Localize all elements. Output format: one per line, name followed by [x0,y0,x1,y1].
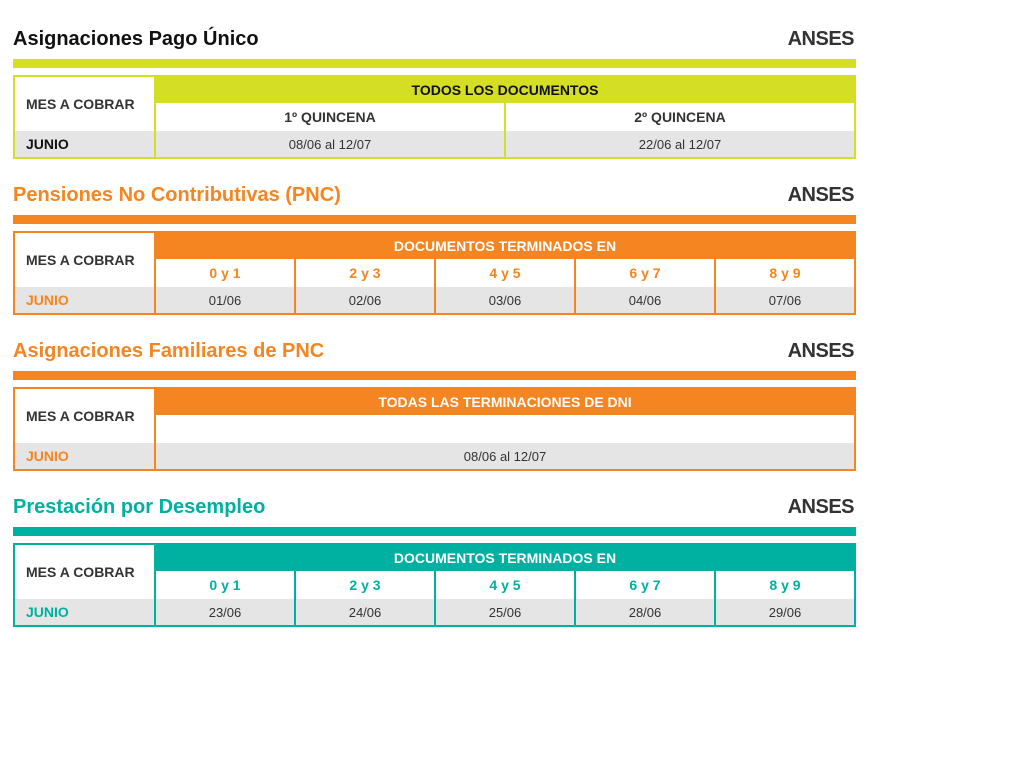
column-header: 2 y 3 [294,259,434,287]
value-row [156,131,854,157]
section-rule [13,371,856,380]
mes-a-cobrar-label: MES A COBRAR [15,233,154,287]
column-header: 4 y 5 [434,259,574,287]
section-rule [13,527,856,536]
mes-value: JUNIO [15,131,154,157]
anses-logo: ANSES [787,28,854,50]
column-header: 6 y 7 [574,571,714,599]
anses-logo: ANSES [787,496,854,518]
payment-table [13,543,856,627]
section-title: Asignaciones Familiares de PNC [13,340,325,362]
date-cell: 28/06 [574,599,714,625]
date-cell: 03/06 [434,287,574,313]
mes-a-cobrar-label: MES A COBRAR [15,545,154,599]
date-cell: 23/06 [208,604,242,620]
section-desempleo [13,495,856,627]
payment-table [13,231,856,315]
section-af-pnc [13,339,856,471]
section-header [13,183,856,215]
mes-a-cobrar-label: MES A COBRAR [15,389,154,443]
column-header: 8 y 9 [714,571,854,599]
date-cell: 08/06 al 12/07 [288,136,372,152]
column-header: 1º QUINCENA [284,109,376,125]
column-headers [156,103,854,131]
date-cell: 02/06 [294,287,434,313]
section-pago-unico [13,27,856,159]
column-headers [156,571,854,599]
section-title: Prestación por Desempleo [13,496,266,518]
section-rule [13,215,856,224]
section-title: Asignaciones Pago Único [13,28,259,50]
mes-value: JUNIO [15,287,154,313]
date-cell: 07/06 [714,287,854,313]
value-row [156,287,854,313]
table-header: DOCUMENTOS TERMINADOS EN [156,545,854,571]
payment-table [13,75,856,159]
date-cell: 04/06 [574,287,714,313]
column-header: 2º QUINCENA [504,103,854,131]
anses-logo: ANSES [787,340,854,362]
column-header [156,415,854,443]
column-header: 6 y 7 [574,259,714,287]
date-cell: 24/06 [294,599,434,625]
column-header: 2 y 3 [294,571,434,599]
section-rule [13,59,856,68]
date-cell: 29/06 [714,599,854,625]
value-row [156,443,854,469]
column-header: 4 y 5 [434,571,574,599]
column-header: 0 y 1 [209,577,241,593]
table-header: DOCUMENTOS TERMINADOS EN [156,233,854,259]
date-cell: 08/06 al 12/07 [463,448,547,464]
anses-logo: ANSES [787,184,854,206]
payment-table [13,387,856,471]
section-header [13,27,856,59]
date-cell: 22/06 al 12/07 [504,131,854,157]
column-headers [156,415,854,443]
section-header [13,339,856,371]
date-cell: 01/06 [208,292,242,308]
date-cell: 25/06 [434,599,574,625]
column-header: 0 y 1 [209,265,241,281]
mes-a-cobrar-label: MES A COBRAR [15,77,154,131]
section-title: Pensiones No Contributivas (PNC) [13,184,341,206]
mes-value: JUNIO [15,443,154,469]
mes-value: JUNIO [15,599,154,625]
table-header: TODAS LAS TERMINACIONES DE DNI [156,389,854,415]
section-pnc [13,183,856,315]
column-headers [156,259,854,287]
section-header [13,495,856,527]
value-row [156,599,854,625]
column-header: 8 y 9 [714,259,854,287]
table-header: TODOS LOS DOCUMENTOS [156,77,854,103]
